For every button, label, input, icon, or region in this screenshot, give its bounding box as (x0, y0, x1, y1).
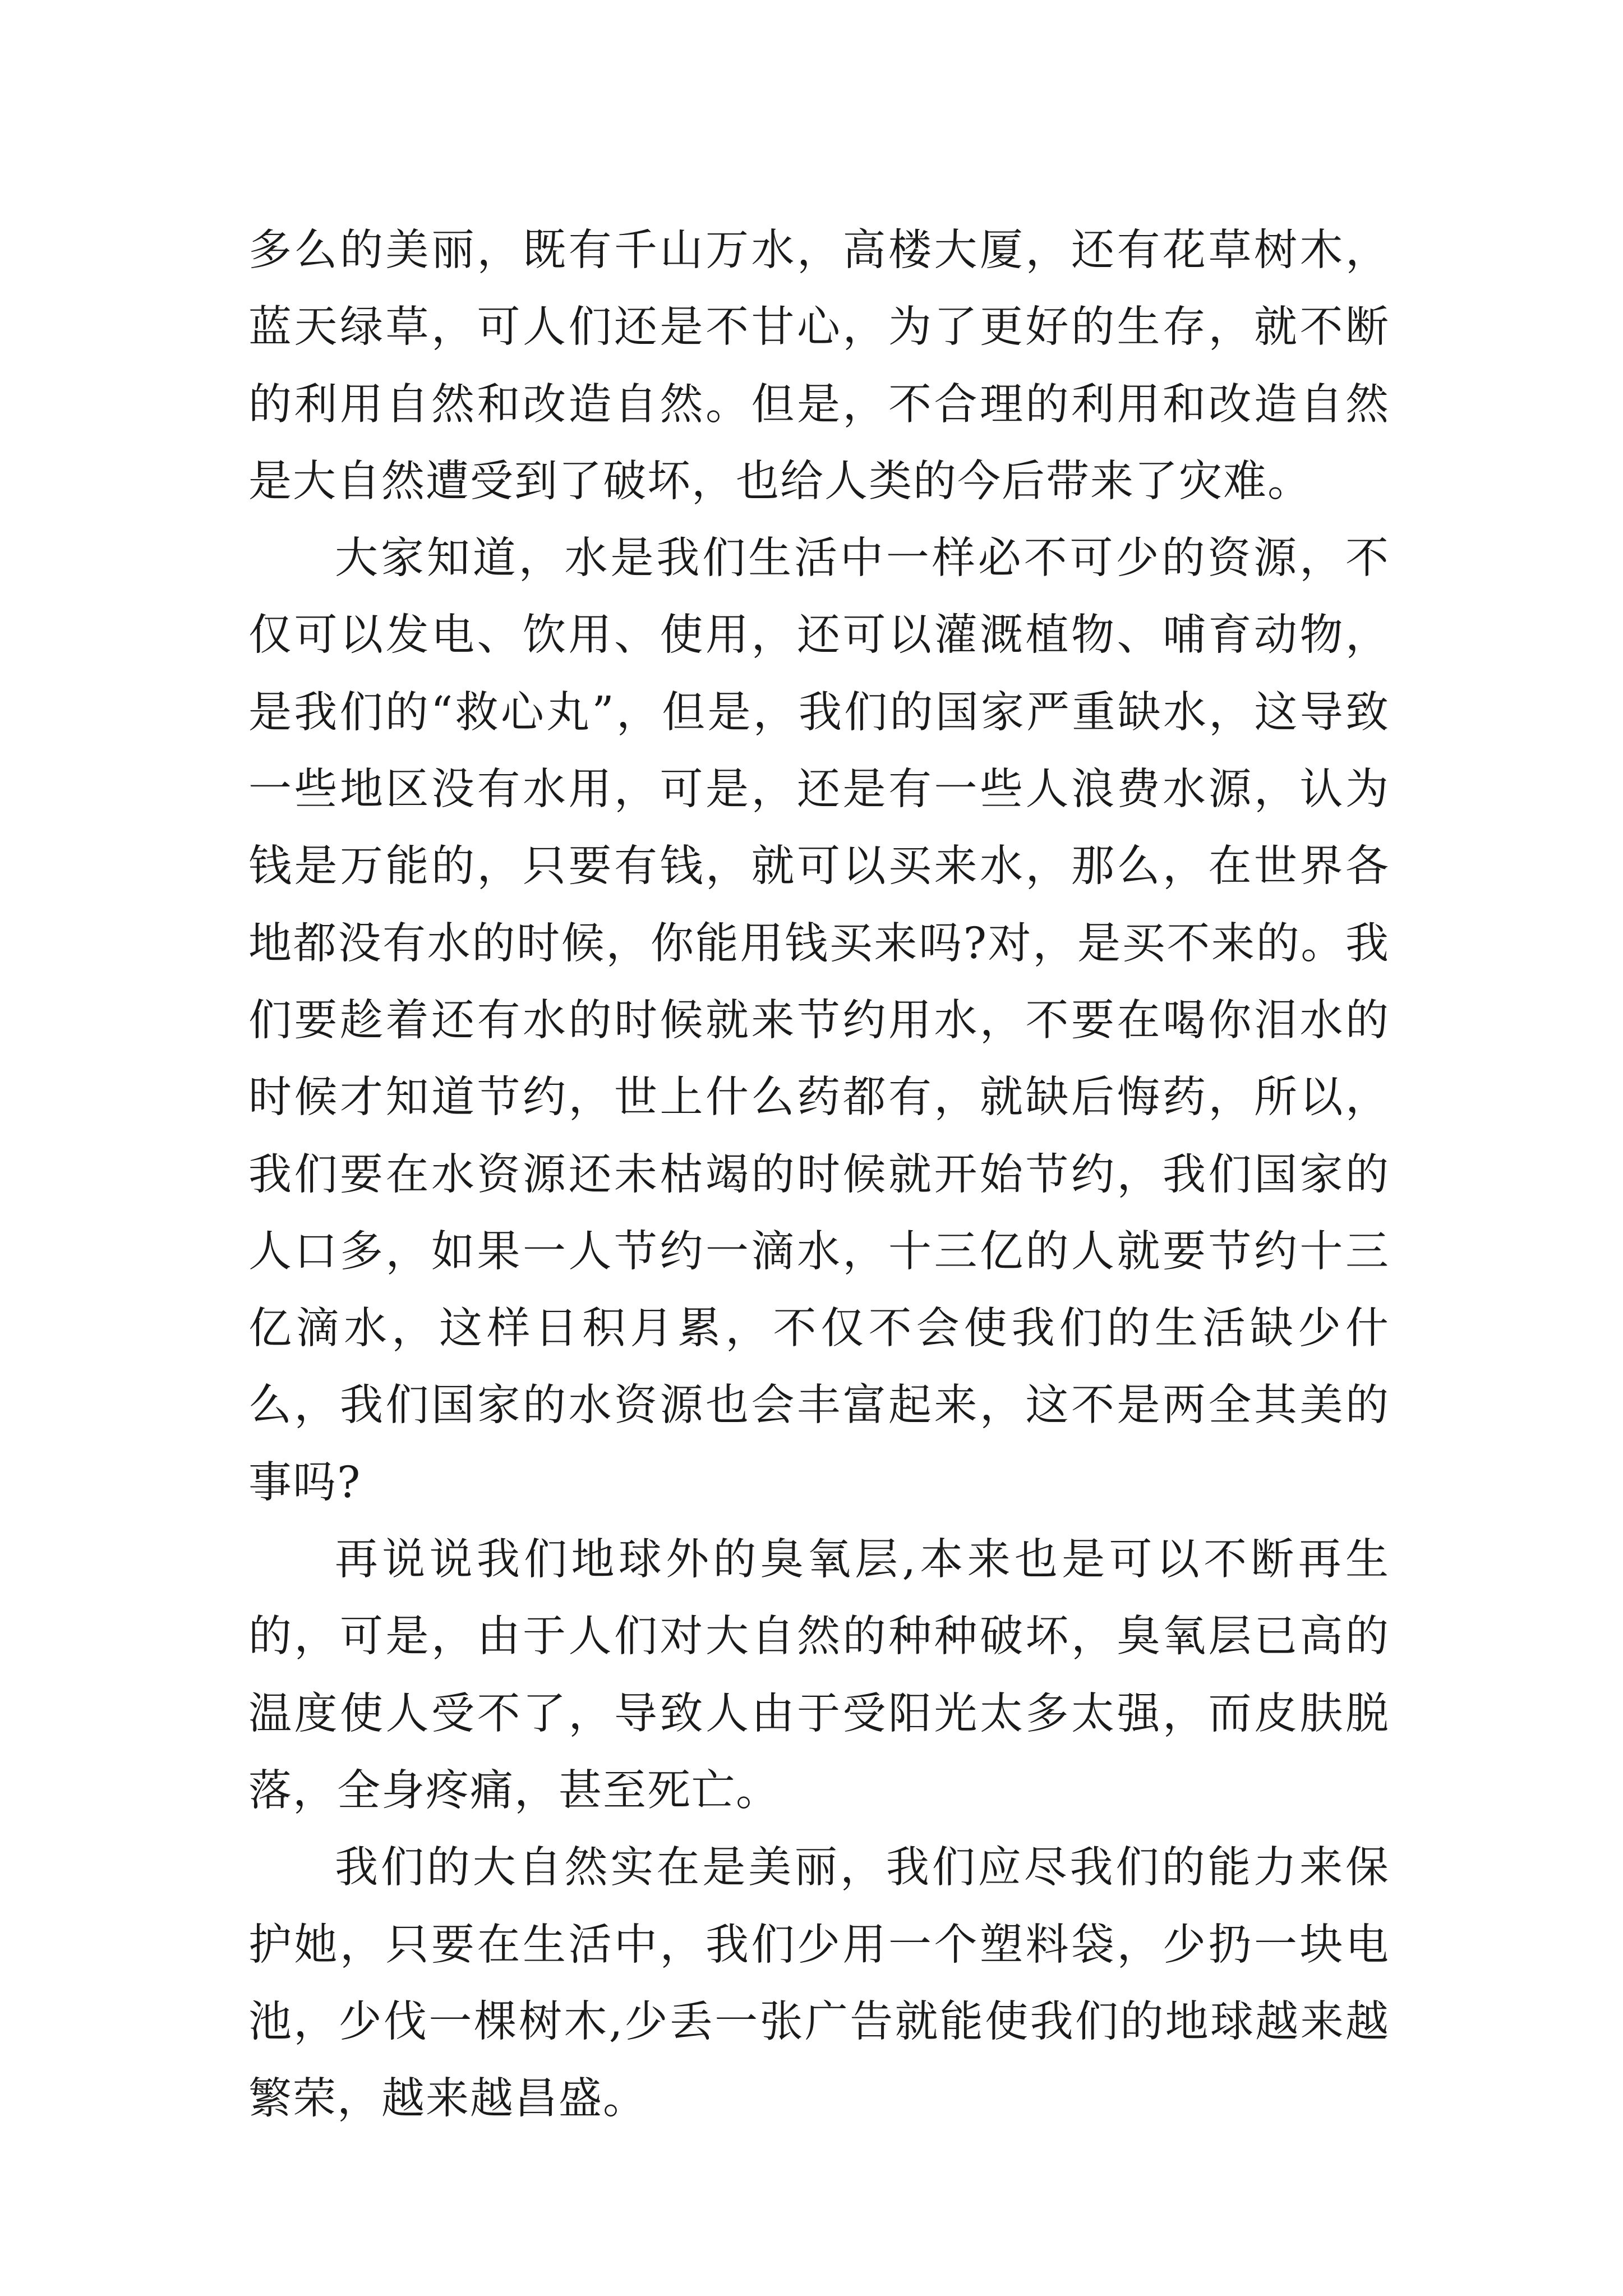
paragraph-continuation: 多么的美丽，既有千山万水，高楼大厦，还有花草树木，蓝天绿草，可人们还是不甘心，为了更好的生存，就不断的利用自然和改造自然。但是，不合理的利用和改造自然是大自然遭受到了破坏，也给人类的今后带来了灾难。 (248, 226, 1390, 507)
body-text (248, 212, 1390, 2137)
paragraph-ozone: 再说说我们地球外的臭氧层,本来也是可以不断再生的，可是，由于人们对大自然的种种破坏，臭氧层已高的温度使人受不了，导致人由于受阳光太多太强，而皮肤脱落，全身疼痛，甚至死亡。 (248, 1535, 1390, 1816)
paragraph-conclusion: 我们的大自然实在是美丽，我们应尽我们的能力来保护她，只要在生活中，我们少用一个塑料袋，少扔一块电池，少伐一棵树木,少丢一张广告就能使我们的地球越来越繁荣，越来越昌盛。 (248, 1843, 1390, 2124)
paragraph-water: 大家知道，水是我们生活中一样必不可少的资源，不仅可以发电、饮用、使用，还可以灌溉植物、哺育动物，是我们的“救心丸”，但是，我们的国家严重缺水，这导致一些地区没有水用，可是，还是有一些人浪费水源，认为钱是万能的，只要有钱，就可以买来水，那么，在世界各地都没有水的时候，你能用钱买来吗?对，是买不来的。我们要趁着还有水的时候就来节约用水，不要在喝你泪水的时候才知道节约，世上什么药都有，就缺后悔药，所以，我们要在水资源还未枯竭的时候就开始节约，我们国家的人口多，如果一人节约一滴水，十三亿的人就要节约十三亿滴水，这样日积月累，不仅不会使我们的生活缺少什么，我们国家的水资源也会丰富起来，这不是两全其美的事吗? (248, 533, 1390, 1508)
